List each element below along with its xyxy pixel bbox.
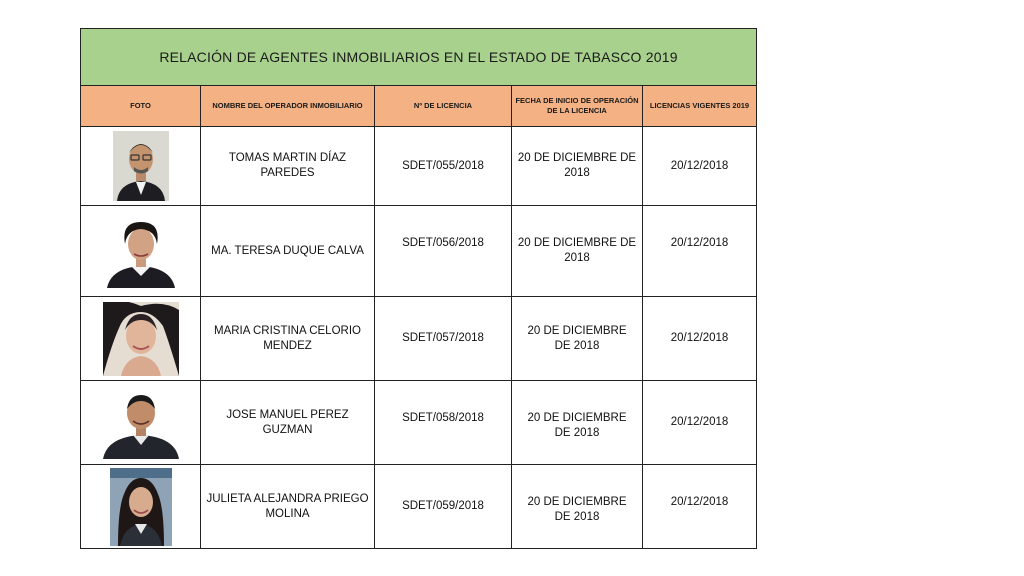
header-row — [81, 86, 757, 127]
table-row — [81, 381, 757, 465]
license-number: SDET/059/2018 — [375, 465, 512, 549]
header-valid: LICENCIAS VIGENTES 2019 — [643, 86, 757, 127]
photo-cell — [81, 381, 201, 465]
start-date: 20 DE DICIEMBRE DE 2018 — [512, 127, 643, 206]
agent-photo — [113, 131, 169, 201]
table-row — [81, 465, 757, 549]
table-row — [81, 206, 757, 297]
header-start-date: FECHA DE INICIO DE OPERACIÓN DE LA LICENCIA — [512, 86, 643, 127]
table-row — [81, 297, 757, 381]
table-row — [81, 127, 757, 206]
start-date: 20 DE DICIEMBRE DE 2018 — [512, 381, 643, 465]
photo-cell — [81, 127, 201, 206]
agent-photo — [105, 214, 177, 288]
header-photo: FOTO — [81, 86, 201, 127]
header-name: NOMBRE DEL OPERADOR INMOBILIARIO — [201, 86, 375, 127]
agent-photo — [110, 468, 172, 546]
title-row — [81, 29, 757, 86]
valid-date: 20/12/2018 — [643, 297, 757, 381]
valid-date: 20/12/2018 — [643, 206, 757, 297]
license-number: SDET/058/2018 — [375, 381, 512, 465]
photo-cell — [81, 465, 201, 549]
valid-date: 20/12/2018 — [643, 127, 757, 206]
valid-date: 20/12/2018 — [643, 381, 757, 465]
start-date: 20 DE DICIEMBRE DE 2018 — [512, 465, 643, 549]
agent-name: MA. TERESA DUQUE CALVA — [201, 206, 375, 297]
agent-name: MARIA CRISTINA CELORIO MENDEZ — [201, 297, 375, 381]
photo-cell — [81, 297, 201, 381]
license-number: SDET/056/2018 — [375, 206, 512, 297]
start-date: 20 DE DICIEMBRE DE 2018 — [512, 297, 643, 381]
header-license: Nº DE LICENCIA — [375, 86, 512, 127]
sheet-title: RELACIÓN DE AGENTES INMOBILIARIOS EN EL ESTADO DE TABASCO 2019 — [81, 29, 757, 86]
photo-cell — [81, 206, 201, 297]
agent-name: JOSE MANUEL PEREZ GUZMAN — [201, 381, 375, 465]
agent-name: JULIETA ALEJANDRA PRIEGO MOLINA — [201, 465, 375, 549]
agents-table — [80, 28, 757, 549]
agent-photo — [103, 387, 179, 459]
start-date: 20 DE DICIEMBRE DE 2018 — [512, 206, 643, 297]
agent-name: TOMAS MARTIN DÍAZ PAREDES — [201, 127, 375, 206]
license-number: SDET/057/2018 — [375, 297, 512, 381]
license-number: SDET/055/2018 — [375, 127, 512, 206]
valid-date: 20/12/2018 — [643, 465, 757, 549]
agent-photo — [103, 302, 179, 376]
